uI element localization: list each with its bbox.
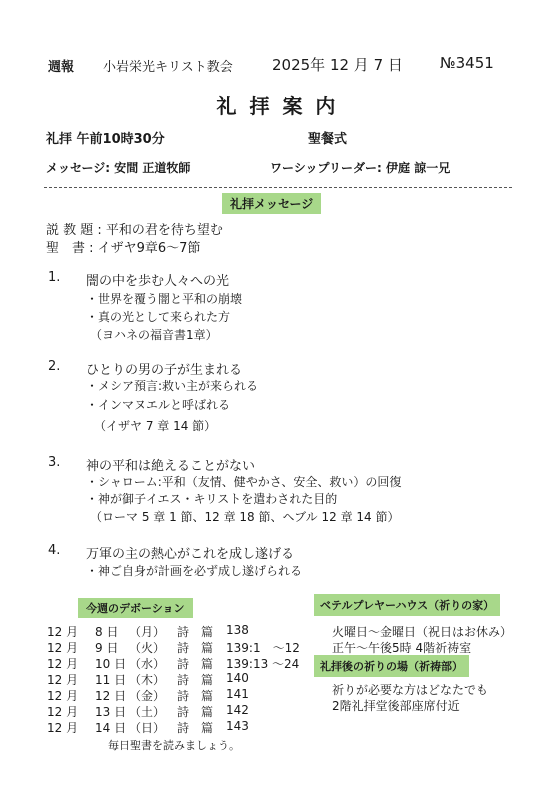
point-number: 3. [48, 455, 61, 470]
devotion-ref: 143 [226, 719, 249, 733]
devotion-book: 詩 篇 [177, 625, 214, 639]
devotion-month: 12 月 [47, 689, 79, 703]
devotion-month: 12 月 [47, 705, 79, 719]
devotion-weekday: （木） [129, 673, 166, 687]
devotion-weekday: （金） [129, 689, 166, 703]
after-service-line: 祈りが必要な方はどなたでも [332, 683, 489, 697]
devotion-book: 詩 篇 [177, 673, 214, 687]
bulletin-date: 2025年 12 月 7 日 [272, 56, 403, 74]
point-number: 1. [48, 270, 61, 285]
sermon-scripture: 聖 書 : イザヤ9章6～7節 [46, 241, 201, 256]
service-type: 聖餐式 [308, 132, 348, 147]
devotion-month: 12 月 [47, 721, 79, 735]
point-sub: ・メシア預言:救い主が来られる [86, 379, 259, 393]
devotion-weekday: （土） [129, 705, 166, 719]
prayer-house-days: 火曜日～金曜日（祝日はお休み） [332, 625, 513, 639]
prayer-house-hours: 正午～午後5時 4階祈祷室 [332, 641, 472, 655]
devotion-day: 14 日 [95, 721, 127, 735]
point-sub: （イザヤ 7 章 14 節） [94, 419, 217, 433]
devotion-ref: 142 [226, 703, 249, 717]
point-sub: （ローマ 5 章 1 節、12 章 18 節、ヘブル 12 章 14 節） [90, 510, 400, 524]
devotion-month: 12 月 [47, 641, 79, 655]
devotion-month: 12 月 [47, 625, 79, 639]
devotion-note: 毎日聖書を読みましょう。 [108, 739, 240, 752]
point-sub: ・神が御子イエス・キリストを遣わされた目的 [86, 492, 338, 506]
weekly-label: 週報 [48, 60, 75, 75]
devotion-day: 9 日 [95, 641, 119, 655]
devotion-book: 詩 篇 [177, 657, 214, 671]
point-sub: ・真の光として来られた方 [86, 310, 231, 324]
point-number: 2. [48, 359, 61, 374]
point-sub: ・神ご自身が計画を必ず成し遂げられる [86, 564, 303, 578]
devotion-ref: 138 [226, 623, 249, 637]
devotion-ref: 141 [226, 687, 249, 701]
devotion-ref: 139:1 ～12 [226, 641, 300, 655]
devotion-ref: 140 [226, 671, 249, 685]
service-time: 礼拝 午前10時30分 [46, 132, 165, 147]
devotion-day: 11 日 [95, 673, 127, 687]
devotion-month: 12 月 [47, 673, 79, 687]
point-title: 闇の中を歩む人々への光 [86, 274, 230, 289]
message-speaker: メッセージ: 安間 正道牧師 [46, 161, 191, 175]
church-name: 小岩栄光キリスト教会 [103, 60, 233, 75]
point-sub: ・世界を覆う闇と平和の崩壊 [86, 292, 243, 306]
point-title: ひとりの男の子が生まれる [86, 363, 243, 378]
sermon-title: 説 教 題 : 平和の君を待ち望む [46, 223, 223, 238]
after-service-heading: 礼拝後の祈りの場（祈祷部） [314, 655, 469, 677]
prayer-house-heading: ベテルプレヤーハウス（祈りの家） [314, 594, 500, 616]
devotion-day: 10 日 [95, 657, 127, 671]
devotion-weekday: （水） [129, 657, 166, 671]
point-sub: ・インマヌエルと呼ばれる [86, 398, 231, 412]
devotion-heading: 今週のデボーション [78, 598, 193, 618]
devotion-day: 13 日 [95, 705, 127, 719]
point-sub: ・シャローム:平和（友情、健やかさ、安全、救い）の回復 [86, 475, 402, 489]
devotion-book: 詩 篇 [177, 641, 214, 655]
devotion-day: 12 日 [95, 689, 127, 703]
devotion-book: 詩 篇 [177, 721, 214, 735]
page-title: 礼 拝 案 内 [216, 94, 339, 118]
devotion-weekday: （火） [129, 641, 166, 655]
issue-number: №3451 [440, 54, 494, 72]
point-sub: （ヨハネの福音書1章） [90, 328, 218, 342]
devotion-weekday: （月） [129, 625, 166, 639]
point-title: 万軍の主の熱心がこれを成し遂げる [86, 547, 295, 562]
devotion-book: 詩 篇 [177, 705, 214, 719]
section-divider [44, 187, 512, 188]
devotion-ref: 139:13 ～24 [226, 657, 300, 671]
sermon-heading: 礼拝メッセージ [222, 193, 321, 214]
devotion-day: 8 日 [95, 625, 119, 639]
devotion-book: 詩 篇 [177, 689, 214, 703]
devotion-weekday: （日） [129, 721, 166, 735]
point-number: 4. [48, 543, 61, 558]
devotion-month: 12 月 [47, 657, 79, 671]
after-service-location: 2階礼拝堂後部座席付近 [332, 699, 460, 713]
worship-leader: ワーシップリーダー: 伊庭 諒一兄 [270, 161, 451, 175]
point-title: 神の平和は絶えることがない [86, 459, 256, 474]
